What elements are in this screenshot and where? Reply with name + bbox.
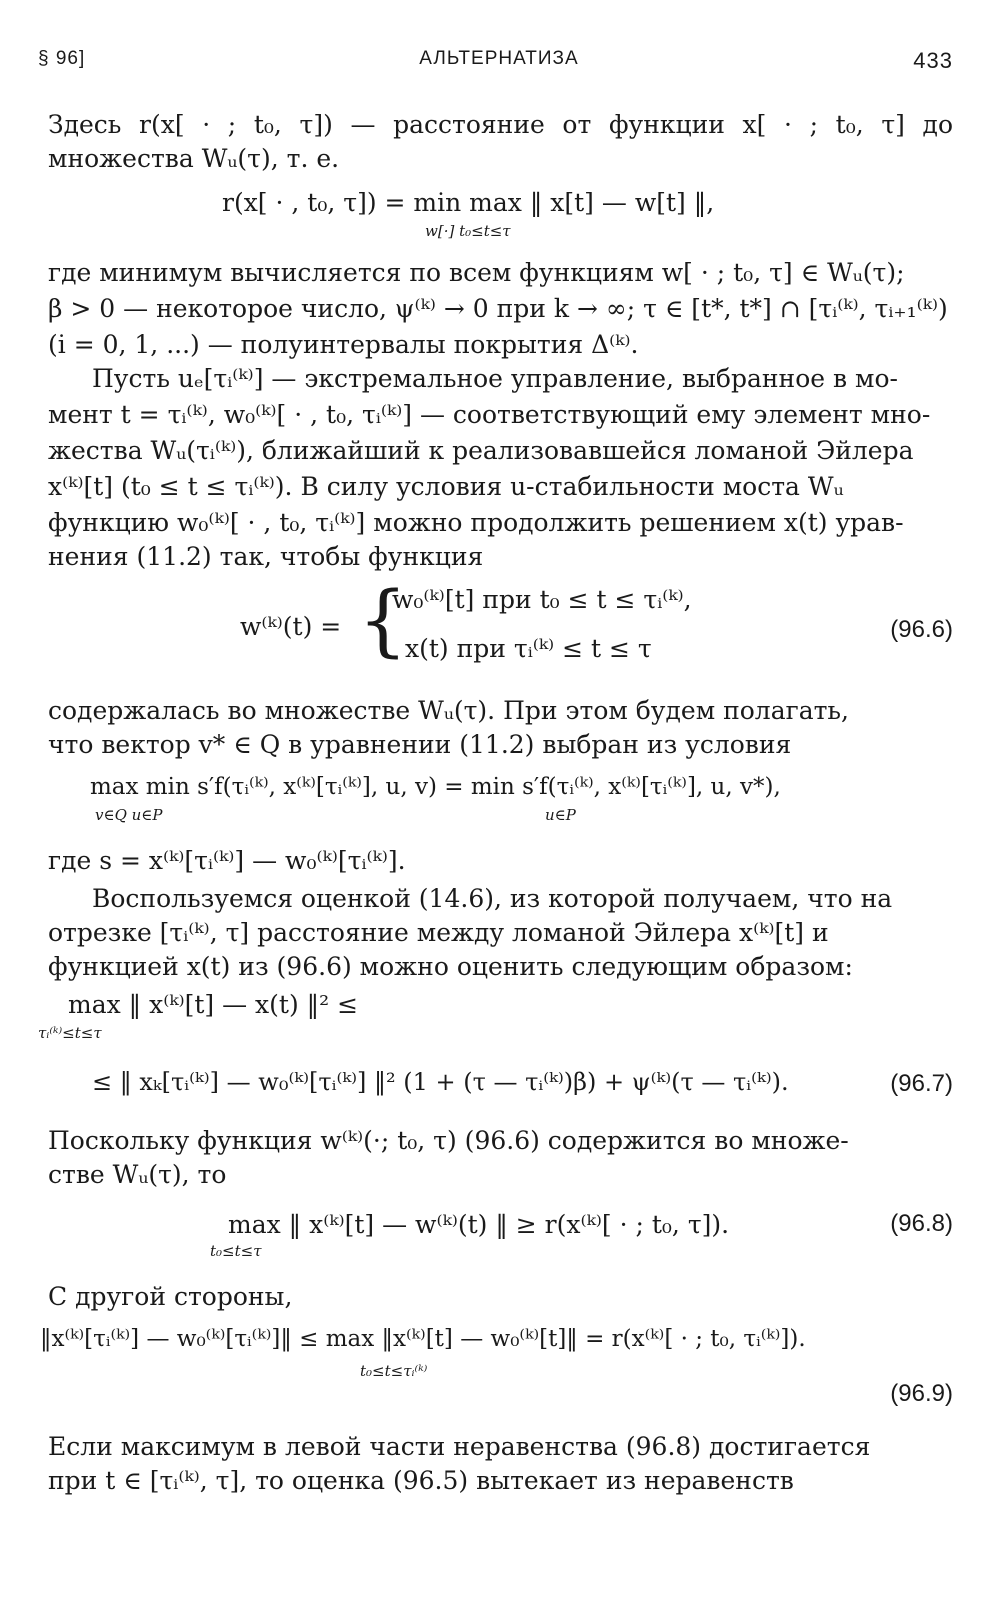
- paragraph-8: С другой стороны,: [48, 1282, 293, 1311]
- equation-969-subscript: t₀≤t≤τᵢ⁽ᵏ⁾: [360, 1362, 428, 1380]
- equation-967-subscript: τᵢ⁽ᵏ⁾≤t≤τ: [38, 1024, 102, 1042]
- paragraph-6-line-1: Воспользуемся оценкой (14.6), из которой получаем, что на: [92, 884, 893, 913]
- running-title: АЛЬТЕРНАТИЗА: [419, 48, 579, 69]
- equation-969: ‖x⁽ᵏ⁾[τᵢ⁽ᵏ⁾] — w₀⁽ᵏ⁾[τᵢ⁽ᵏ⁾]‖ ≤ max ‖x⁽ᵏ⁾[t] — w₀⁽ᵏ⁾[t]‖ = r(x⁽ᵏ⁾[ · ; t₀, τᵢ⁽ᵏ⁾]).: [40, 1326, 806, 1352]
- paragraph-3-line-5: функцию w₀⁽ᵏ⁾[ · , t₀, τᵢ⁽ᵏ⁾] можно продолжить решением x(t) урав-: [48, 508, 904, 537]
- equation-number-966: (96.6): [890, 616, 953, 643]
- equation-968-subscript: t₀≤t≤τ: [210, 1242, 262, 1260]
- equation-966-row-2: x(t) при τᵢ⁽ᵏ⁾ ≤ t ≤ τ: [405, 634, 652, 663]
- paragraph-7-line-2: стве Wᵤ(τ), то: [48, 1160, 227, 1189]
- paragraph-4-line-2: что вектор v* ∈ Q в уравнении (11.2) выбран из условия: [48, 730, 792, 759]
- equation-v-star-subscript-1: v∈Q u∈P: [95, 806, 163, 824]
- equation-967-line-2: ≤ ‖ xₖ[τᵢ⁽ᵏ⁾] — w₀⁽ᵏ⁾[τᵢ⁽ᵏ⁾] ‖² (1 + (τ — τᵢ⁽ᵏ⁾)β) + ψ⁽ᵏ⁾(τ — τᵢ⁽ᵏ⁾).: [92, 1068, 789, 1096]
- paragraph-3-line-3: жества Wᵤ(τᵢ⁽ᵏ⁾), ближайший к реализовавшейся ломаной Эйлера: [48, 436, 914, 465]
- paragraph-2-line-1: где минимум вычисляется по всем функциям w[ · ; t₀, τ] ∈ Wᵤ(τ);: [48, 258, 905, 287]
- equation-966-lhs: w⁽ᵏ⁾(t) =: [240, 612, 342, 641]
- paragraph-9-line-2: при t ∈ [τᵢ⁽ᵏ⁾, τ], то оценка (96.5) вытекает из неравенств: [48, 1466, 794, 1495]
- equation-968: max ‖ x⁽ᵏ⁾[t] — w⁽ᵏ⁾(t) ‖ ≥ r(x⁽ᵏ⁾[ · ; t₀, τ]).: [228, 1210, 730, 1239]
- equation-number-969: (96.9): [890, 1380, 953, 1407]
- page-number: 433: [913, 48, 953, 73]
- paragraph-3-line-1: Пусть uₑ[τᵢ⁽ᵏ⁾] — экстремальное управление, выбранное в мо-: [92, 364, 898, 393]
- paragraph-6-line-3: функцией x(t) из (96.6) можно оценить следующим образом:: [48, 952, 853, 981]
- equation-distance-subscript: w[·] t₀≤t≤τ: [425, 222, 511, 240]
- equation-v-star-subscript-2: u∈P: [545, 806, 576, 824]
- equation-966-row-1: w₀⁽ᵏ⁾[t] при t₀ ≤ t ≤ τᵢ⁽ᵏ⁾,: [392, 585, 692, 614]
- equation-number-968: (96.8): [890, 1210, 953, 1237]
- paragraph-3-line-2: мент t = τᵢ⁽ᵏ⁾, w₀⁽ᵏ⁾[ · , t₀, τᵢ⁽ᵏ⁾] — соответствующий ему элемент мно-: [48, 400, 931, 429]
- paragraph-3-line-6: нения (11.2) так, чтобы функция: [48, 542, 484, 571]
- paragraph-2-line-2: β > 0 — некоторое число, ψ⁽ᵏ⁾ → 0 при k → ∞; τ ∈ [t*, t*] ∩ [τᵢ⁽ᵏ⁾, τᵢ₊₁⁽ᵏ⁾): [48, 294, 948, 323]
- section-marker: § 96]: [38, 48, 86, 69]
- paragraph-1: Здесь r(x[ · ; t₀, τ]) — расстояние от функции x[ · ; t₀, τ] до множества Wᵤ(τ), т. е.: [48, 110, 953, 173]
- equation-966-brace: {: [358, 576, 408, 666]
- equation-number-967: (96.7): [890, 1070, 953, 1097]
- paragraph-6-line-2: отрезке [τᵢ⁽ᵏ⁾, τ] расстояние между ломаной Эйлера x⁽ᵏ⁾[t] и: [48, 918, 829, 947]
- paragraph-2-line-3: (i = 0, 1, ...) — полуинтервалы покрытия Δ⁽ᵏ⁾.: [48, 330, 639, 359]
- equation-967-line-1: max ‖ x⁽ᵏ⁾[t] — x(t) ‖² ≤: [68, 990, 359, 1019]
- paragraph-9-line-1: Если максимум в левой части неравенства (96.8) достигается: [48, 1432, 871, 1461]
- equation-v-star-condition: max min s′f(τᵢ⁽ᵏ⁾, x⁽ᵏ⁾[τᵢ⁽ᵏ⁾], u, v) = min s′f(τᵢ⁽ᵏ⁾, x⁽ᵏ⁾[τᵢ⁽ᵏ⁾], u, v*),: [90, 774, 781, 800]
- paragraph-7-line-1: Поскольку функция w⁽ᵏ⁾(·; t₀, τ) (96.6) содержится во множе-: [48, 1126, 849, 1155]
- paragraph-4-line-1: содержалась во множестве Wᵤ(τ). При этом будем полагать,: [48, 696, 849, 725]
- paragraph-5: где s = x⁽ᵏ⁾[τᵢ⁽ᵏ⁾] — w₀⁽ᵏ⁾[τᵢ⁽ᵏ⁾].: [48, 846, 406, 875]
- equation-distance: r(x[ · , t₀, τ]) = min max ‖ x[t] — w[t] ‖,: [222, 188, 715, 217]
- paragraph-3-line-4: x⁽ᵏ⁾[t] (t₀ ≤ t ≤ τᵢ⁽ᵏ⁾). В силу условия u-стабильности моста Wᵤ: [48, 472, 844, 501]
